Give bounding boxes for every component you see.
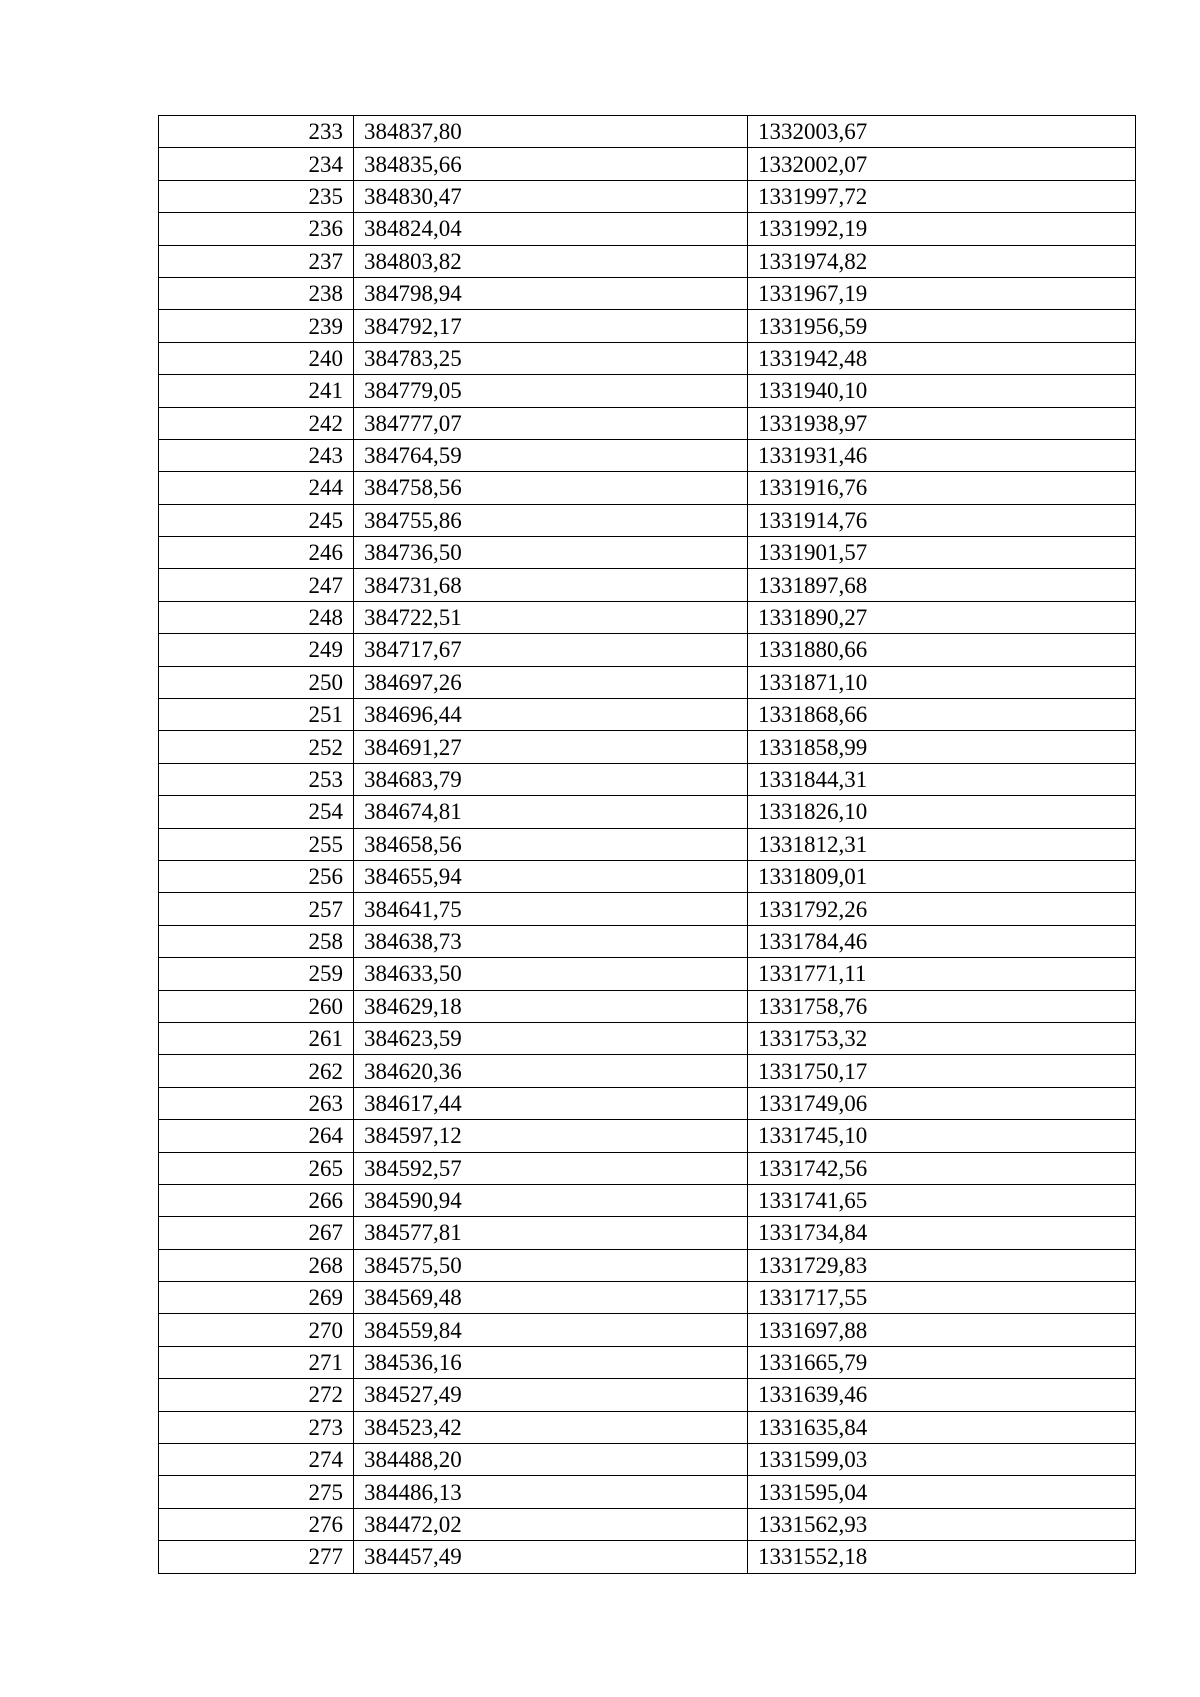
x-coordinate-cell: 384655,94 xyxy=(354,860,748,892)
y-coordinate-cell: 1331880,66 xyxy=(748,634,1136,666)
table-row xyxy=(159,375,1136,407)
x-coordinate-cell: 384523,42 xyxy=(354,1411,748,1443)
x-coordinate-cell: 384629,18 xyxy=(354,990,748,1022)
point-number-cell: 254 xyxy=(159,796,354,828)
x-coordinate-cell: 384824,04 xyxy=(354,213,748,245)
table-row xyxy=(159,1120,1136,1152)
x-coordinate-cell: 384559,84 xyxy=(354,1314,748,1346)
y-coordinate-cell: 1331868,66 xyxy=(748,699,1136,731)
x-coordinate-cell: 384758,56 xyxy=(354,472,748,504)
y-coordinate-cell: 1331812,31 xyxy=(748,828,1136,860)
point-number-cell: 245 xyxy=(159,504,354,536)
x-coordinate-cell: 384736,50 xyxy=(354,537,748,569)
point-number-cell: 269 xyxy=(159,1282,354,1314)
x-coordinate-cell: 384658,56 xyxy=(354,828,748,860)
point-number-cell: 243 xyxy=(159,439,354,471)
y-coordinate-cell: 1331871,10 xyxy=(748,666,1136,698)
point-number-cell: 261 xyxy=(159,1022,354,1054)
y-coordinate-cell: 1331745,10 xyxy=(748,1120,1136,1152)
point-number-cell: 257 xyxy=(159,893,354,925)
x-coordinate-cell: 384798,94 xyxy=(354,277,748,309)
point-number-cell: 244 xyxy=(159,472,354,504)
x-coordinate-cell: 384577,81 xyxy=(354,1217,748,1249)
point-number-cell: 236 xyxy=(159,213,354,245)
point-number-cell: 277 xyxy=(159,1541,354,1573)
table-row xyxy=(159,1217,1136,1249)
x-coordinate-cell: 384830,47 xyxy=(354,180,748,212)
table-row xyxy=(159,504,1136,536)
table-row xyxy=(159,1282,1136,1314)
y-coordinate-cell: 1331729,83 xyxy=(748,1249,1136,1281)
y-coordinate-cell: 1331997,72 xyxy=(748,180,1136,212)
table-row xyxy=(159,1476,1136,1508)
point-number-cell: 253 xyxy=(159,763,354,795)
table-row xyxy=(159,893,1136,925)
table-row xyxy=(159,699,1136,731)
point-number-cell: 276 xyxy=(159,1508,354,1540)
table-row xyxy=(159,1411,1136,1443)
y-coordinate-cell: 1331552,18 xyxy=(748,1541,1136,1573)
y-coordinate-cell: 1331916,76 xyxy=(748,472,1136,504)
table-row xyxy=(159,796,1136,828)
point-number-cell: 241 xyxy=(159,375,354,407)
y-coordinate-cell: 1331742,56 xyxy=(748,1152,1136,1184)
x-coordinate-cell: 384779,05 xyxy=(354,375,748,407)
point-number-cell: 258 xyxy=(159,925,354,957)
point-number-cell: 260 xyxy=(159,990,354,1022)
point-number-cell: 233 xyxy=(159,116,354,148)
y-coordinate-cell: 1331967,19 xyxy=(748,277,1136,309)
point-number-cell: 242 xyxy=(159,407,354,439)
x-coordinate-cell: 384641,75 xyxy=(354,893,748,925)
point-number-cell: 264 xyxy=(159,1120,354,1152)
y-coordinate-cell: 1331844,31 xyxy=(748,763,1136,795)
x-coordinate-cell: 384837,80 xyxy=(354,116,748,148)
table-row xyxy=(159,990,1136,1022)
point-number-cell: 275 xyxy=(159,1476,354,1508)
x-coordinate-cell: 384633,50 xyxy=(354,958,748,990)
table-row xyxy=(159,1444,1136,1476)
x-coordinate-cell: 384527,49 xyxy=(354,1379,748,1411)
table-row xyxy=(159,828,1136,860)
point-number-cell: 266 xyxy=(159,1184,354,1216)
point-number-cell: 274 xyxy=(159,1444,354,1476)
y-coordinate-cell: 1331595,04 xyxy=(748,1476,1136,1508)
point-number-cell: 270 xyxy=(159,1314,354,1346)
point-number-cell: 238 xyxy=(159,277,354,309)
point-number-cell: 262 xyxy=(159,1055,354,1087)
point-number-cell: 239 xyxy=(159,310,354,342)
y-coordinate-cell: 1331940,10 xyxy=(748,375,1136,407)
x-coordinate-cell: 384717,67 xyxy=(354,634,748,666)
x-coordinate-cell: 384590,94 xyxy=(354,1184,748,1216)
table-row xyxy=(159,245,1136,277)
x-coordinate-cell: 384536,16 xyxy=(354,1346,748,1378)
x-coordinate-cell: 384623,59 xyxy=(354,1022,748,1054)
x-coordinate-cell: 384803,82 xyxy=(354,245,748,277)
y-coordinate-cell: 1331665,79 xyxy=(748,1346,1136,1378)
table-row xyxy=(159,860,1136,892)
table-row xyxy=(159,407,1136,439)
x-coordinate-cell: 384638,73 xyxy=(354,925,748,957)
coordinates-table-body xyxy=(159,116,1136,1574)
point-number-cell: 271 xyxy=(159,1346,354,1378)
point-number-cell: 246 xyxy=(159,537,354,569)
point-number-cell: 267 xyxy=(159,1217,354,1249)
x-coordinate-cell: 384592,57 xyxy=(354,1152,748,1184)
point-number-cell: 237 xyxy=(159,245,354,277)
coordinates-table xyxy=(158,115,1136,1574)
y-coordinate-cell: 1331758,76 xyxy=(748,990,1136,1022)
x-coordinate-cell: 384691,27 xyxy=(354,731,748,763)
table-row xyxy=(159,1152,1136,1184)
x-coordinate-cell: 384697,26 xyxy=(354,666,748,698)
table-row xyxy=(159,634,1136,666)
table-row xyxy=(159,925,1136,957)
table-row xyxy=(159,439,1136,471)
table-row xyxy=(159,763,1136,795)
table-row xyxy=(159,958,1136,990)
y-coordinate-cell: 1331562,93 xyxy=(748,1508,1136,1540)
x-coordinate-cell: 384755,86 xyxy=(354,504,748,536)
y-coordinate-cell: 1331599,03 xyxy=(748,1444,1136,1476)
y-coordinate-cell: 1331897,68 xyxy=(748,569,1136,601)
y-coordinate-cell: 1331635,84 xyxy=(748,1411,1136,1443)
y-coordinate-cell: 1331901,57 xyxy=(748,537,1136,569)
table-row xyxy=(159,180,1136,212)
point-number-cell: 268 xyxy=(159,1249,354,1281)
x-coordinate-cell: 384472,02 xyxy=(354,1508,748,1540)
x-coordinate-cell: 384488,20 xyxy=(354,1444,748,1476)
table-row xyxy=(159,310,1136,342)
table-row xyxy=(159,601,1136,633)
y-coordinate-cell: 1331734,84 xyxy=(748,1217,1136,1249)
point-number-cell: 265 xyxy=(159,1152,354,1184)
y-coordinate-cell: 1331942,48 xyxy=(748,342,1136,374)
table-row xyxy=(159,1184,1136,1216)
table-row xyxy=(159,731,1136,763)
point-number-cell: 251 xyxy=(159,699,354,731)
point-number-cell: 259 xyxy=(159,958,354,990)
y-coordinate-cell: 1332002,07 xyxy=(748,148,1136,180)
y-coordinate-cell: 1332003,67 xyxy=(748,116,1136,148)
table-row xyxy=(159,569,1136,601)
point-number-cell: 252 xyxy=(159,731,354,763)
x-coordinate-cell: 384683,79 xyxy=(354,763,748,795)
point-number-cell: 263 xyxy=(159,1087,354,1119)
x-coordinate-cell: 384792,17 xyxy=(354,310,748,342)
table-row xyxy=(159,1346,1136,1378)
table-row xyxy=(159,1022,1136,1054)
y-coordinate-cell: 1331974,82 xyxy=(748,245,1136,277)
point-number-cell: 250 xyxy=(159,666,354,698)
table-row xyxy=(159,1249,1136,1281)
y-coordinate-cell: 1331931,46 xyxy=(748,439,1136,471)
point-number-cell: 272 xyxy=(159,1379,354,1411)
x-coordinate-cell: 384457,49 xyxy=(354,1541,748,1573)
x-coordinate-cell: 384764,59 xyxy=(354,439,748,471)
table-row xyxy=(159,1055,1136,1087)
table-row xyxy=(159,472,1136,504)
point-number-cell: 255 xyxy=(159,828,354,860)
y-coordinate-cell: 1331809,01 xyxy=(748,860,1136,892)
y-coordinate-cell: 1331753,32 xyxy=(748,1022,1136,1054)
table-row xyxy=(159,1314,1136,1346)
point-number-cell: 240 xyxy=(159,342,354,374)
table-row xyxy=(159,1087,1136,1119)
table-row xyxy=(159,148,1136,180)
point-number-cell: 248 xyxy=(159,601,354,633)
table-row xyxy=(159,116,1136,148)
y-coordinate-cell: 1331914,76 xyxy=(748,504,1136,536)
x-coordinate-cell: 384777,07 xyxy=(354,407,748,439)
table-row xyxy=(159,277,1136,309)
x-coordinate-cell: 384569,48 xyxy=(354,1282,748,1314)
y-coordinate-cell: 1331858,99 xyxy=(748,731,1136,763)
y-coordinate-cell: 1331938,97 xyxy=(748,407,1136,439)
x-coordinate-cell: 384783,25 xyxy=(354,342,748,374)
point-number-cell: 273 xyxy=(159,1411,354,1443)
table-row xyxy=(159,537,1136,569)
table-row xyxy=(159,1379,1136,1411)
x-coordinate-cell: 384597,12 xyxy=(354,1120,748,1152)
y-coordinate-cell: 1331792,26 xyxy=(748,893,1136,925)
y-coordinate-cell: 1331697,88 xyxy=(748,1314,1136,1346)
y-coordinate-cell: 1331992,19 xyxy=(748,213,1136,245)
point-number-cell: 249 xyxy=(159,634,354,666)
table-row xyxy=(159,342,1136,374)
y-coordinate-cell: 1331750,17 xyxy=(748,1055,1136,1087)
table-row xyxy=(159,1508,1136,1540)
point-number-cell: 235 xyxy=(159,180,354,212)
y-coordinate-cell: 1331826,10 xyxy=(748,796,1136,828)
x-coordinate-cell: 384696,44 xyxy=(354,699,748,731)
y-coordinate-cell: 1331771,11 xyxy=(748,958,1136,990)
table-row xyxy=(159,666,1136,698)
x-coordinate-cell: 384486,13 xyxy=(354,1476,748,1508)
x-coordinate-cell: 384575,50 xyxy=(354,1249,748,1281)
point-number-cell: 247 xyxy=(159,569,354,601)
y-coordinate-cell: 1331639,46 xyxy=(748,1379,1136,1411)
y-coordinate-cell: 1331749,06 xyxy=(748,1087,1136,1119)
point-number-cell: 234 xyxy=(159,148,354,180)
x-coordinate-cell: 384731,68 xyxy=(354,569,748,601)
x-coordinate-cell: 384617,44 xyxy=(354,1087,748,1119)
y-coordinate-cell: 1331890,27 xyxy=(748,601,1136,633)
point-number-cell: 256 xyxy=(159,860,354,892)
y-coordinate-cell: 1331741,65 xyxy=(748,1184,1136,1216)
table-row xyxy=(159,1541,1136,1573)
y-coordinate-cell: 1331784,46 xyxy=(748,925,1136,957)
x-coordinate-cell: 384620,36 xyxy=(354,1055,748,1087)
x-coordinate-cell: 384674,81 xyxy=(354,796,748,828)
x-coordinate-cell: 384722,51 xyxy=(354,601,748,633)
y-coordinate-cell: 1331717,55 xyxy=(748,1282,1136,1314)
y-coordinate-cell: 1331956,59 xyxy=(748,310,1136,342)
table-row xyxy=(159,213,1136,245)
x-coordinate-cell: 384835,66 xyxy=(354,148,748,180)
